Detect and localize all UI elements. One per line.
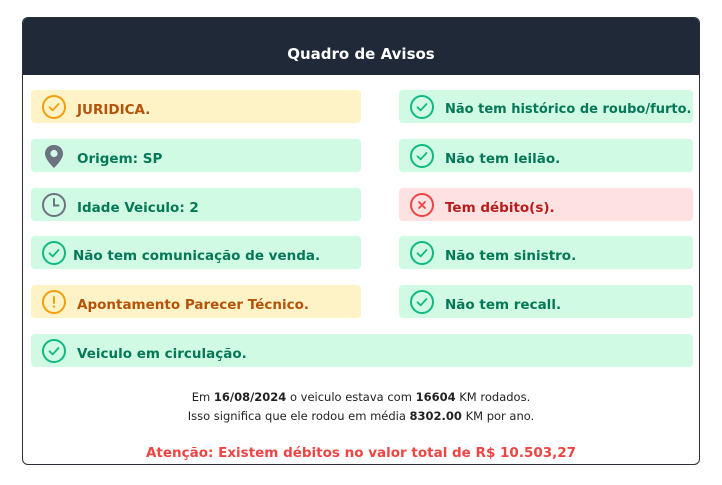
alert-origem: [31, 139, 361, 172]
alert-recall: [399, 285, 693, 318]
summary-text: Isso significa que ele rodou em média: [187, 409, 410, 423]
alert-text: Não tem leilão.: [445, 150, 561, 167]
check-circle-icon: [409, 289, 435, 315]
check-circle-icon: [41, 94, 67, 120]
summary-average: 8302.00: [409, 409, 462, 423]
mileage-summary-line-2: [23, 409, 699, 423]
alert-text: JURIDICA.: [77, 101, 151, 118]
exclamation-circle-icon: [41, 289, 67, 315]
alert-roubo-furto: [399, 90, 693, 123]
check-circle-icon: [409, 94, 435, 120]
alert-sinistro: [399, 236, 693, 269]
clock-icon: [41, 192, 67, 218]
summary-text: o veiculo estava com: [286, 390, 416, 404]
alert-text: Não tem comunicação de venda.: [73, 247, 321, 264]
summary-text: Em: [191, 390, 214, 404]
alert-juridica: [31, 90, 361, 123]
x-circle-icon: [409, 192, 435, 218]
mileage-summary-line-1: [23, 390, 699, 404]
check-circle-icon: [409, 143, 435, 169]
summary-text: KM por ano.: [461, 409, 535, 423]
alert-circulacao: [31, 334, 693, 367]
notice-board-card: [22, 17, 700, 465]
alert-debitos: [399, 188, 693, 221]
alert-text: Veiculo em circulação.: [77, 345, 247, 362]
summary-date: 16/08/2024: [213, 390, 287, 404]
map-pin-icon: [41, 143, 67, 169]
alert-text: Tem débito(s).: [445, 199, 555, 216]
summary-text: KM rodados.: [455, 390, 531, 404]
alert-parecer-tecnico: [31, 285, 361, 318]
check-circle-icon: [409, 240, 435, 266]
alert-leilao: [399, 139, 693, 172]
card-header: [23, 18, 699, 75]
alert-text: Idade Veiculo: 2: [77, 199, 199, 216]
alert-text: Não tem sinistro.: [445, 247, 577, 264]
alert-idade-veiculo: [31, 188, 361, 221]
card-title: Quadro de Avisos: [287, 44, 435, 63]
alert-text: Não tem recall.: [445, 296, 562, 313]
alert-text: Não tem histórico de roubo/furto.: [445, 102, 692, 117]
check-circle-icon: [41, 338, 67, 364]
check-circle-icon: [41, 240, 67, 266]
alert-text: Apontamento Parecer Técnico.: [77, 296, 310, 313]
alert-text: Origem: SP: [77, 150, 163, 167]
summary-km: 16604: [415, 390, 456, 404]
alert-comunicacao-venda: [31, 236, 361, 269]
debt-attention-message: Atenção: Existem débitos no valor total de R$ 10.503,27: [145, 445, 577, 461]
